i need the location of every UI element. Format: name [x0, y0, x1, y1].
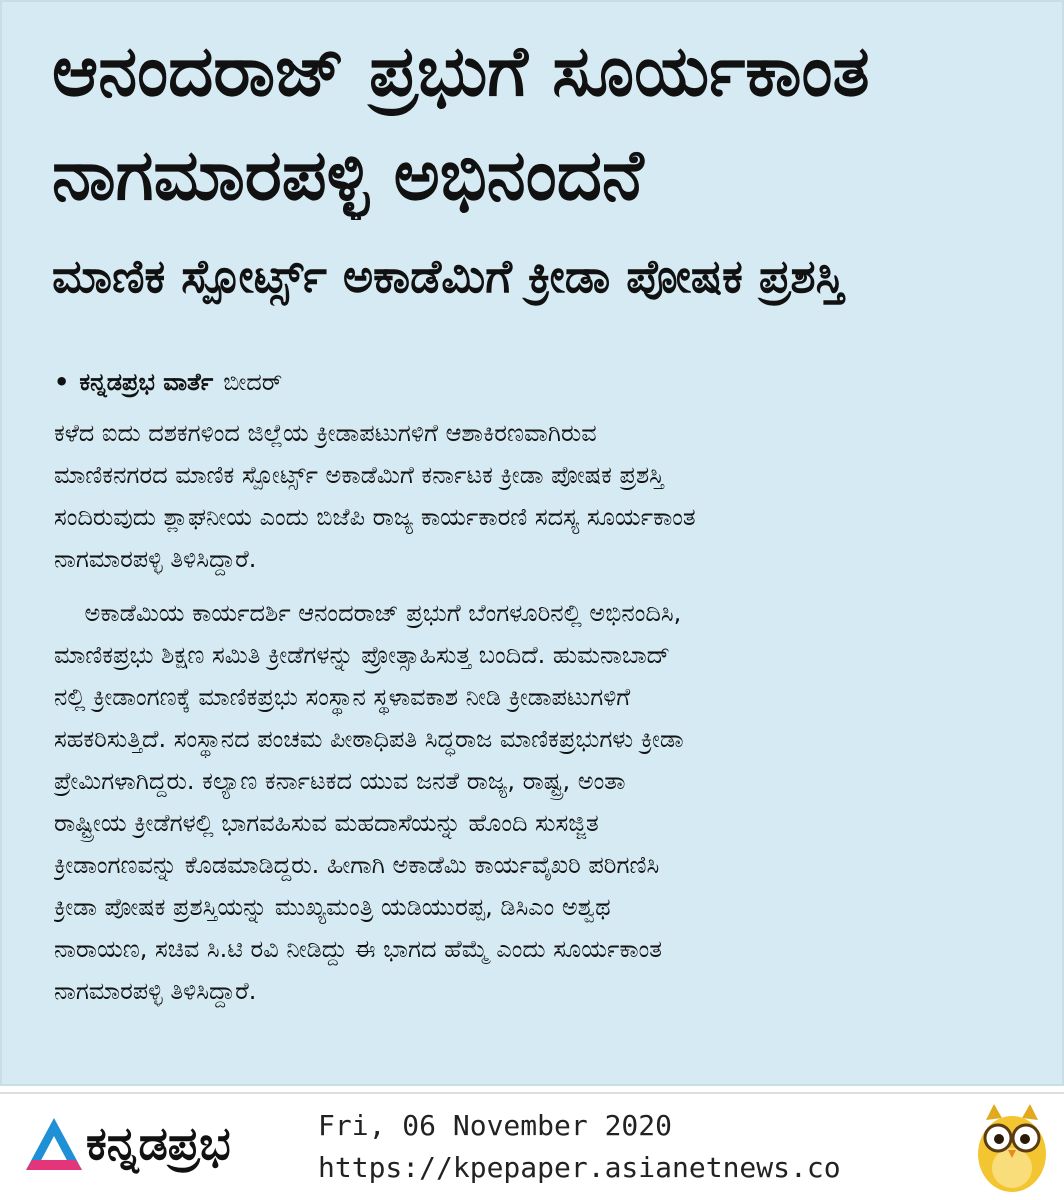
paragraph-line: ಮಾಣಿಕಪ್ರಭು ಶಿಕ್ಷಣ ಸಮಿತಿ ಕ್ರೀಡೆಗಳನ್ನು ಪ್ರೋತ್ಸಾಹಿಸುತ್ತ ಬಂದಿದೆ. ಹುಮನಾಬಾದ್ [54, 641, 670, 669]
paragraph-line: ರಾಷ್ಟ್ರೀಯ ಕ್ರೀಡೆಗಳಲ್ಲಿ ಭಾಗವಹಿಸುವ ಮಹದಾಸೆಯನ್ನು ಹೊಂದಿ ಸುಸಜ್ಜಿತ [54, 809, 599, 837]
publication-logo[interactable] [20, 1108, 300, 1178]
paragraph-line: ನಾರಾಯಣ, ಸಚಿವ ಸಿ.ಟಿ ರವಿ ನೀಡಿದ್ದು ಈ ಭಾಗದ ಹೆಮ್ಮೆ ಎಂದು ಸೂರ್ಯಕಾಂತ [54, 935, 663, 963]
paragraph-line: ಕ್ರೀಡಾ ಪೋಷಕ ಪ್ರಶಸ್ತಿಯನ್ನು ಮುಖ್ಯಮಂತ್ರಿ ಯಡಿಯುರಪ್ಪ, ಡಿಸಿಎಂ ಅಶ್ವಥ [54, 893, 611, 921]
byline-agency: ಕನ್ನಡಪ್ರಭ ವಾರ್ತೆ [79, 368, 214, 396]
byline-place: ಬೀದರ್ [223, 368, 283, 396]
logo-text: ಕನ್ನಡಪ್ರಭ [86, 1116, 231, 1170]
publication-date: Fri, 06 November 2020 [318, 1109, 673, 1142]
paragraph-line: ಸಹಕರಿಸುತ್ತಿದೆ. ಸಂಸ್ಥಾನದ ಪಂಚಮ ಪೀಠಾಧಿಪತಿ ಸಿದ್ಧರಾಜ ಮಾಣಿಕಪ್ರಭುಗಳು ಕ್ರೀಡಾ [54, 725, 684, 753]
paragraph-2 [54, 592, 1024, 1012]
headline-line-1: ಆನಂದರಾಜ್ ಪ್ರಭುಗೆ ಸೂರ್ಯಕಾಂತ [52, 30, 870, 112]
paragraph-line: ಸಂದಿರುವುದು ಶ್ಲಾಘನೀಯ ಎಂದು ಬಿಜೆಪಿ ರಾಜ್ಯ ಕಾರ್ಯಕಾರಣಿ ಸದಸ್ಯ ಸೂರ್ಯಕಾಂತ [54, 503, 696, 531]
subheadline: ಮಾಣಿಕ ಸ್ಪೋರ್ಟ್ಸ್ ಅಕಾಡೆಮಿಗೆ ಕ್ರೀಡಾ ಪೋಷಕ ಪ್ರಶಸ್ತಿ [52, 249, 844, 303]
paragraph-line: ಕ್ರೀಡಾಂಗಣವನ್ನು ಕೊಡಮಾಡಿದ್ದರು. ಹೀಗಾಗಿ ಅಕಾಡೆಮಿ ಕಾರ್ಯವೈಖರಿ ಪರಿಗಣಿಸಿ [54, 851, 660, 879]
paragraph-line: ಪ್ರೇಮಿಗಳಾಗಿದ್ದರು. ಕಲ್ಯಾಣ ಕರ್ನಾಟಕದ ಯುವ ಜನತೆ ರಾಜ್ಯ, ರಾಷ್ಟ್ರ, ಅಂತಾ [54, 767, 626, 795]
byline [54, 362, 282, 402]
kannada-prabha-logo-icon [24, 1116, 84, 1172]
paragraph-1 [54, 412, 1024, 580]
paragraph-line: ನಲ್ಲಿ ಕ್ರೀಡಾಂಗಣಕ್ಕೆ ಮಾಣಿಕಪ್ರಭು ಸಂಸ್ಥಾನ ಸ್ಥಳಾವಕಾಶ ನೀಡಿ ಕ್ರೀಡಾಪಟುಗಳಿಗೆ [54, 683, 631, 711]
footer-divider [0, 1092, 1064, 1094]
owl-mascot-icon [972, 1102, 1052, 1194]
paragraph-line: ನಾಗಮಾರಪಳ್ಳಿ ತಿಳಿಸಿದ್ದಾರೆ. [54, 545, 257, 573]
byline-bullet: • [54, 368, 70, 396]
paragraph-line: ಕಳೆದ ಐದು ದಶಕಗಳಿಂದ ಜಿಲ್ಲೆಯ ಕ್ರೀಡಾಪಟುಗಳಿಗೆ ಆಶಾಕಿರಣವಾಗಿರುವ [54, 419, 597, 447]
epaper-url-link[interactable]: https://kpepaper.asianetnews.co [318, 1151, 841, 1184]
paragraph-line: ಮಾಣಿಕನಗರದ ಮಾಣಿಕ ಸ್ಪೋರ್ಟ್ಸ್ ಅಕಾಡೆಮಿಗೆ ಕರ್ನಾಟಕ ಕ್ರೀಡಾ ಪೋಷಕ ಪ್ರಶಸ್ತಿ [54, 461, 664, 489]
headline-line-2: ನಾಗಮಾರಪಳ್ಳಿ ಅಭಿನಂದನೆ [52, 134, 644, 216]
paragraph-line: ನಾಗಮಾರಪಳ್ಳಿ ತಿಳಿಸಿದ್ದಾರೆ. [54, 977, 257, 1005]
paragraph-line: ಅಕಾಡೆಮಿಯ ಕಾರ್ಯದರ್ಶಿ ಆನಂದರಾಜ್ ಪ್ರಭುಗೆ ಬೆಂಗಳೂರಿನಲ್ಲಿ ಅಭಿನಂದಿಸಿ, [54, 599, 682, 627]
